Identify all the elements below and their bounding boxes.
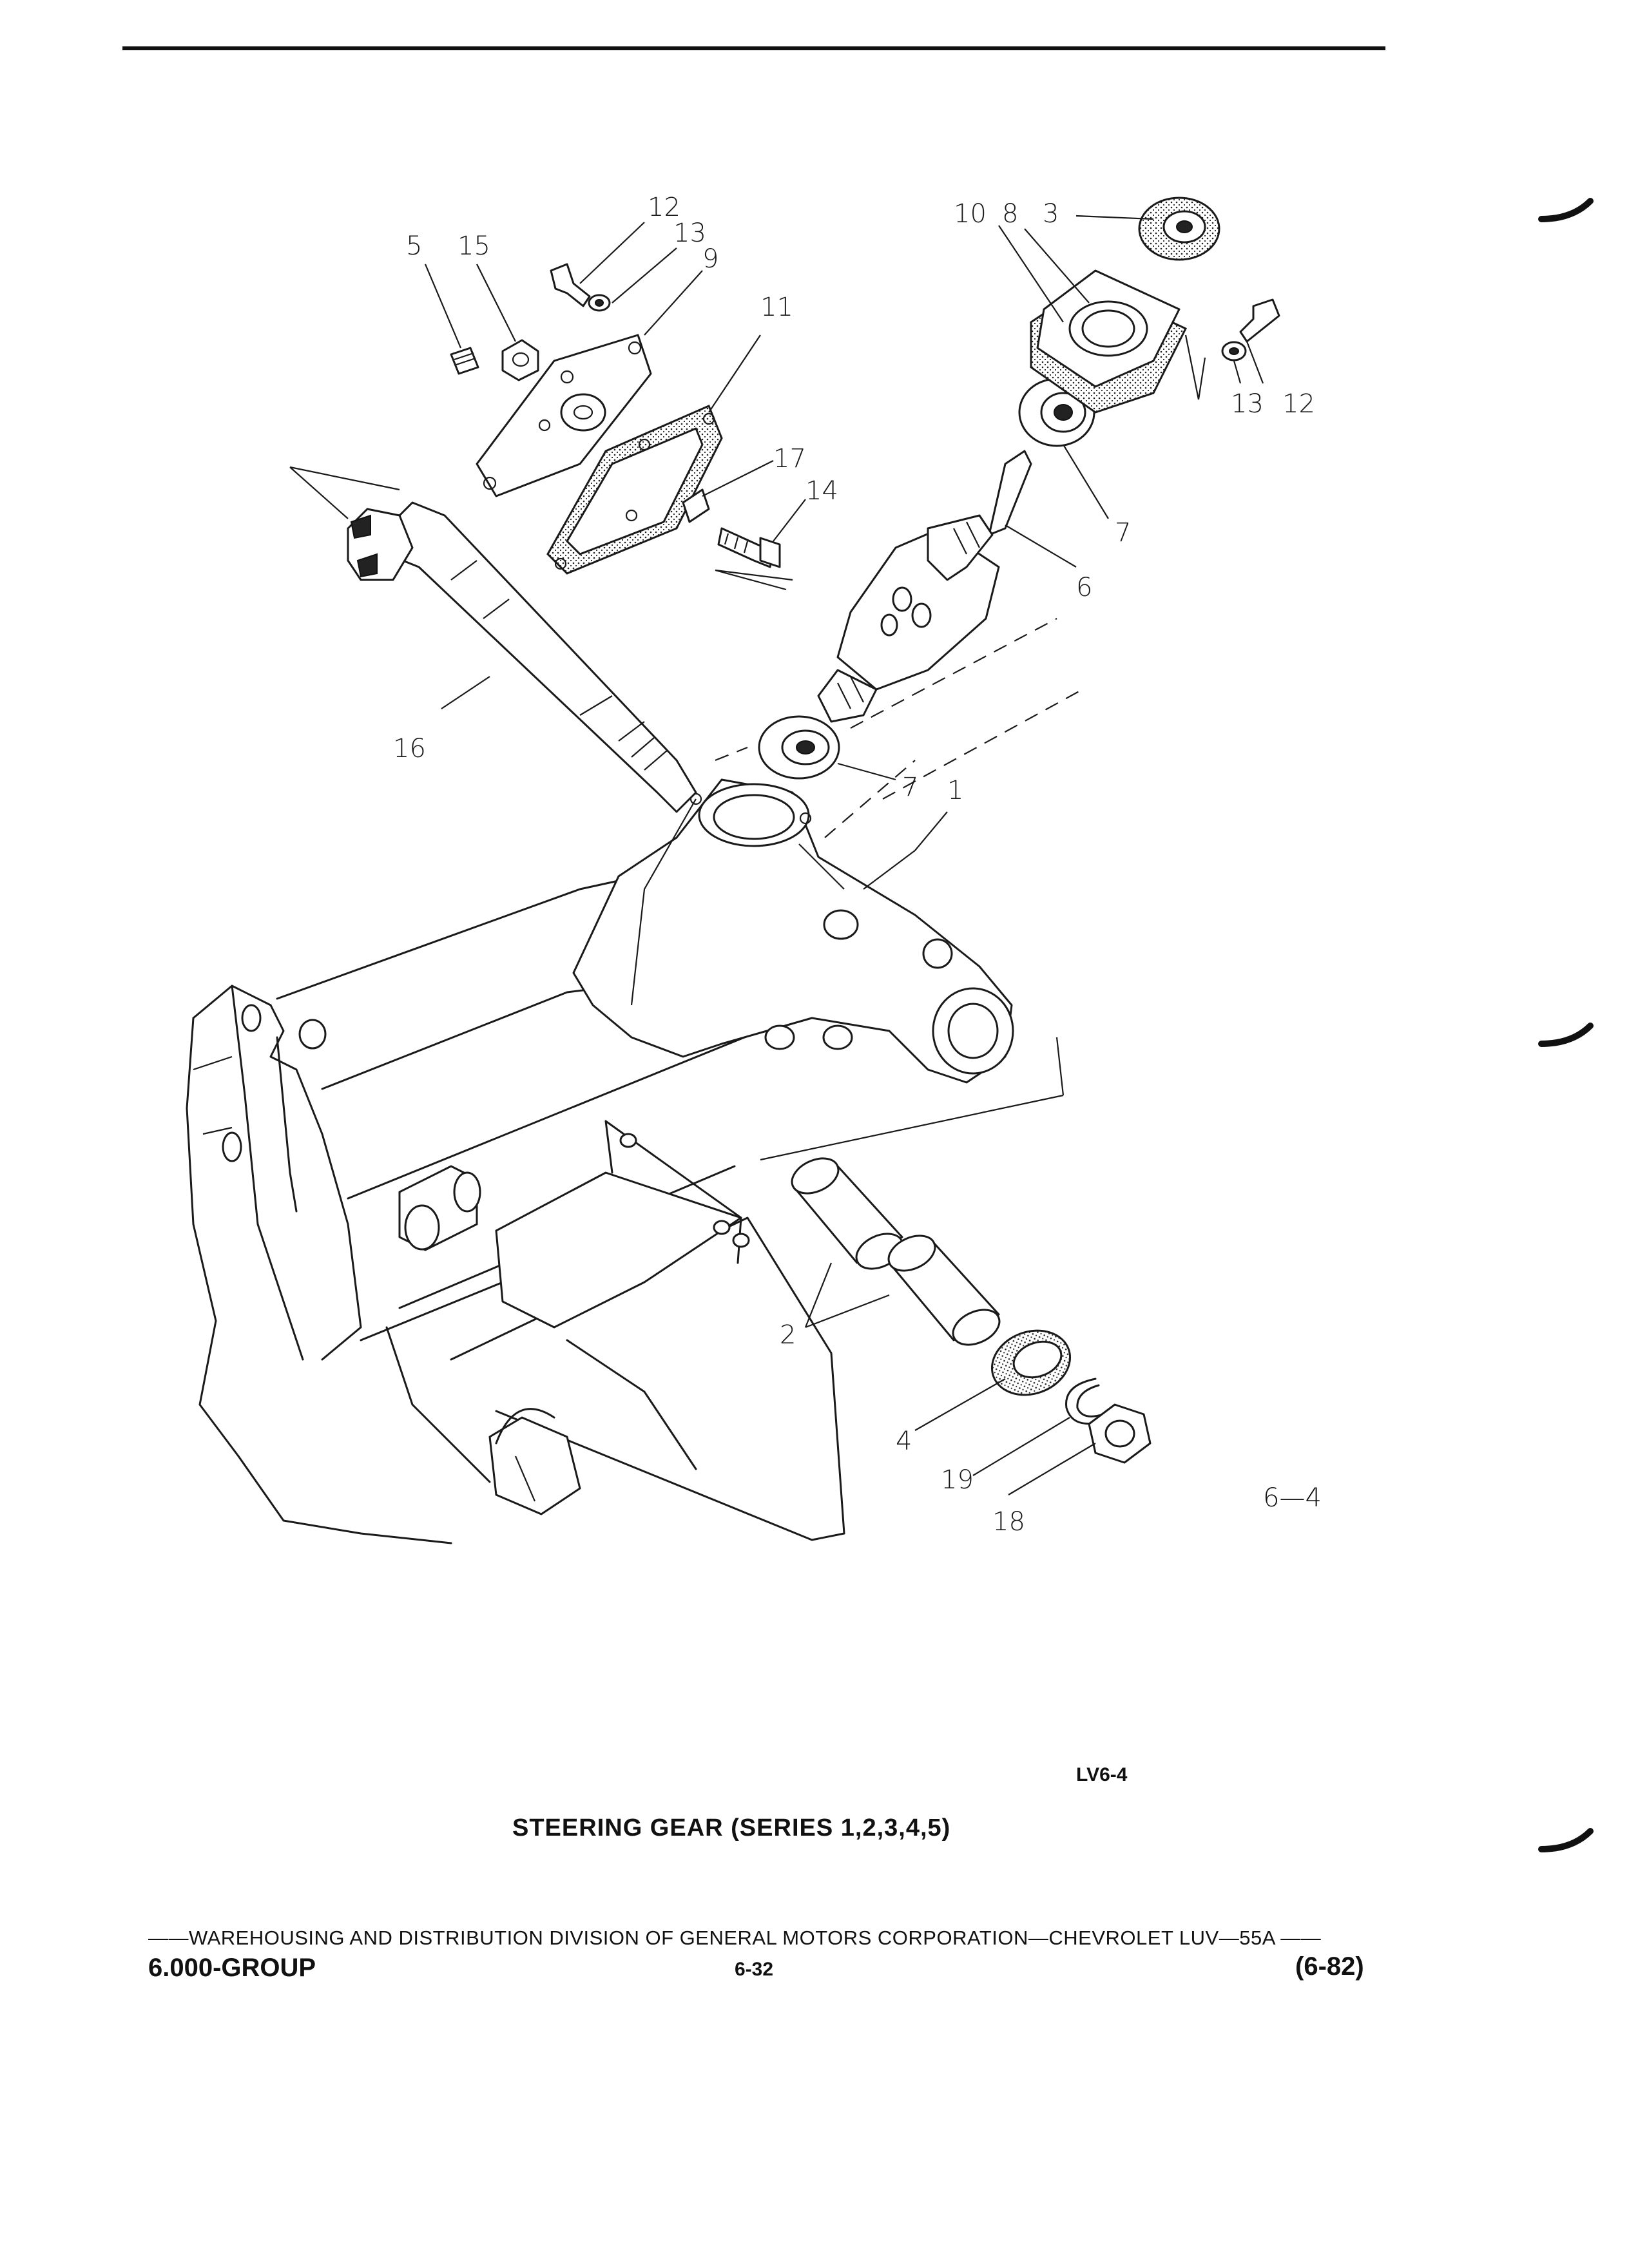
oil-seal-part-3 <box>1139 198 1219 260</box>
adjuster-screw-part-14 <box>718 528 780 567</box>
callout-2: 2 <box>780 1320 796 1350</box>
publisher-line: ——WAREHOUSING AND DISTRIBUTION DIVISION OF GENERAL MOTORS CORPORATION—CHEVROLET LUV—55A —— <box>148 1927 1322 1949</box>
callout-8: 8 <box>1002 199 1019 229</box>
nut-part-15 <box>503 340 538 380</box>
sector-shaft-part-16 <box>348 503 696 812</box>
callout-5: 5 <box>406 231 423 261</box>
callout-16: 16 <box>393 734 426 764</box>
callout-6: 6 <box>1076 573 1093 602</box>
callout-4: 4 <box>896 1427 912 1456</box>
callout-15: 15 <box>458 231 490 261</box>
group-number: 6.000-GROUP <box>148 1954 316 1982</box>
page-number: 6-32 <box>735 1959 774 1980</box>
callout-7-lower: 7 <box>902 773 919 802</box>
gear-housing-part-1 <box>574 780 1013 1082</box>
binder-hole-mark-middle <box>1540 1024 1592 1050</box>
callout-19: 19 <box>941 1465 974 1495</box>
revision-date: (6-82) <box>1295 1952 1364 1981</box>
seal-part-4 <box>983 1320 1079 1406</box>
callout-11: 11 <box>760 293 793 322</box>
bolt-part-12-left <box>551 264 590 306</box>
callout-7-upper: 7 <box>1115 518 1132 548</box>
callout-17: 17 <box>773 444 806 474</box>
callout-12: 12 <box>648 193 680 222</box>
plug-part-5 <box>451 348 478 374</box>
figure-reference: 6—4 <box>1263 1483 1322 1513</box>
callout-3: 3 <box>1043 199 1059 229</box>
binder-hole-mark-bottom <box>1540 1830 1592 1856</box>
callout-10: 10 <box>954 199 987 229</box>
washer-part-13-right <box>1222 342 1246 360</box>
callout-9: 9 <box>702 244 719 274</box>
callout-12-right: 12 <box>1282 389 1315 419</box>
worm-shaft-ball-nut-part-6 <box>818 451 1031 722</box>
washer-part-13-left <box>589 295 610 311</box>
callout-1: 1 <box>947 776 964 805</box>
callout-14: 14 <box>805 476 838 506</box>
illustration-code: LV6-4 <box>1076 1764 1128 1785</box>
bolt-part-12-right <box>1240 300 1279 341</box>
nut-part-18 <box>1089 1405 1150 1463</box>
bushing-part-2-lower <box>883 1229 1005 1352</box>
binder-hole-mark-top <box>1540 200 1592 226</box>
callout-13: 13 <box>673 218 706 248</box>
bearing-part-7-lower <box>759 716 839 778</box>
page-title: STEERING GEAR (SERIES 1,2,3,4,5) <box>512 1814 951 1841</box>
callout-18: 18 <box>992 1507 1025 1537</box>
callout-13-right: 13 <box>1231 389 1264 419</box>
